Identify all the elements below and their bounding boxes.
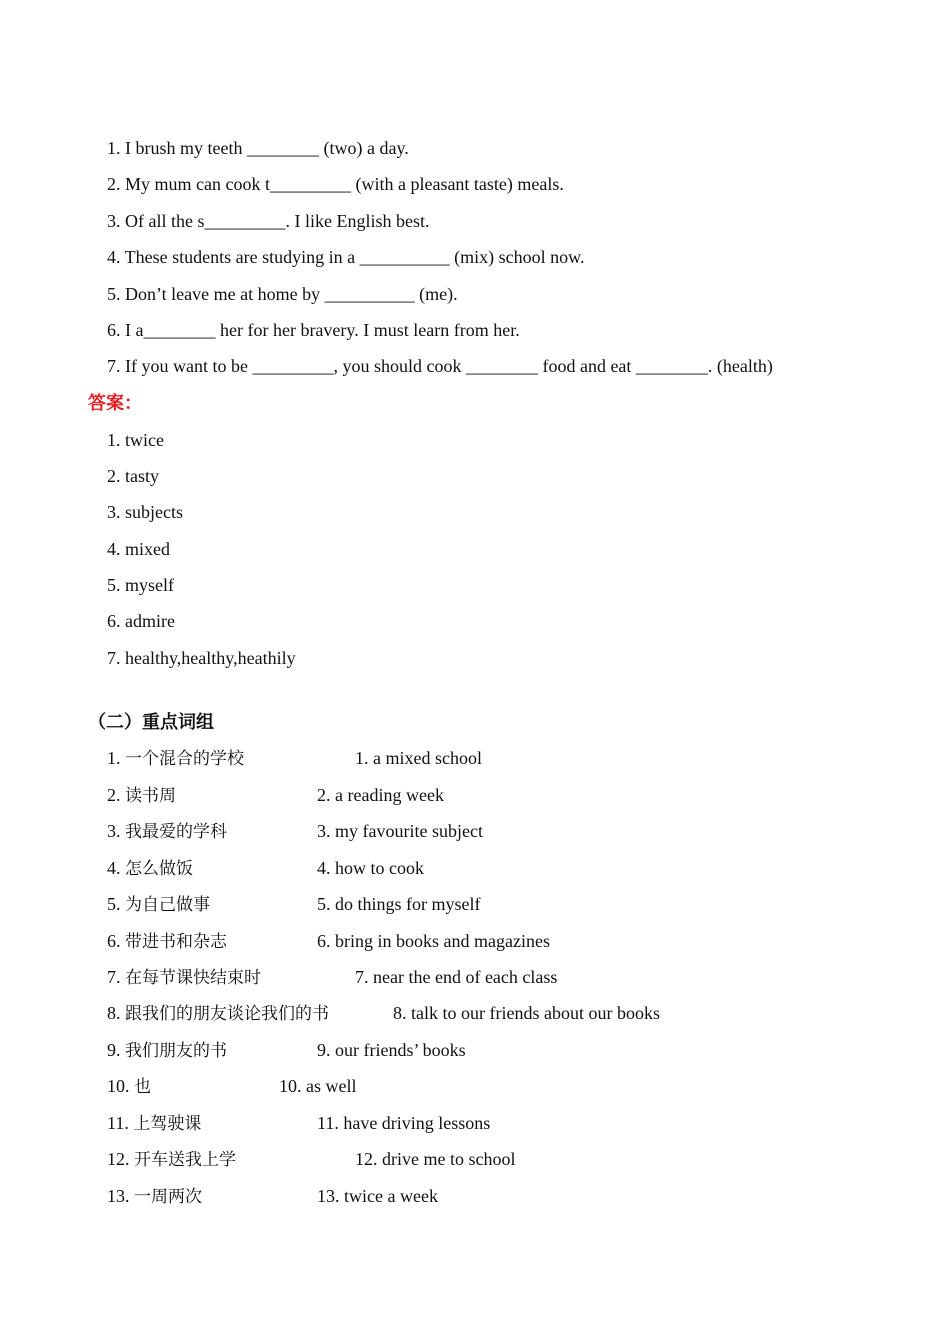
phrase-num: 11. (107, 1113, 134, 1133)
phrase-zh-7 (107, 965, 261, 990)
phrase-zh-text: 上驾驶课 (133, 1114, 202, 1134)
phrase-en-13: 13. twice a week (317, 1186, 438, 1206)
phrase-num: 8. (107, 1003, 125, 1023)
phrase-en-9: 9. our friends’ books (317, 1040, 466, 1060)
phrase-en-4: 4. how to cook (317, 858, 424, 878)
phrase-en-10: 10. as well (279, 1076, 357, 1096)
phrase-num: 9. (107, 1040, 125, 1060)
phrase-zh-text: 我们朋友的书 (125, 1041, 227, 1061)
exercise-item-2: 2. My mum can cook t_________ (with a pleasant taste) meals. (107, 174, 564, 194)
phrase-zh-text: 在每节课快结束时 (125, 968, 261, 988)
phrase-zh-3 (107, 819, 227, 844)
phrase-num: 3. (107, 821, 125, 841)
phrase-num: 6. (107, 931, 125, 951)
exercise-item-5: 5. Don’t leave me at home by __________ (me). (107, 284, 458, 304)
phrase-en-6: 6. bring in books and magazines (317, 931, 550, 951)
answer-item-4: 4. mixed (107, 539, 170, 559)
answer-item-2: 2. tasty (107, 466, 159, 486)
phrase-en-7: 7. near the end of each class (355, 967, 558, 987)
phrase-zh-10 (107, 1074, 151, 1099)
phrase-zh-text: 读书周 (125, 786, 176, 806)
phrase-zh-6 (107, 929, 227, 954)
answer-item-7: 7. healthy,healthy,heathily (107, 648, 296, 668)
exercise-item-1: 1. I brush my teeth ________ (two) a day. (107, 138, 409, 158)
phrase-zh-text: 一周两次 (134, 1187, 202, 1207)
exercise-item-7: 7. If you want to be _________, you should cook ________ food and eat ________. (health) (107, 356, 773, 376)
answer-item-1: 1. twice (107, 430, 164, 450)
phrase-zh-text: 带进书和杂志 (125, 932, 227, 952)
phrase-zh-11 (107, 1111, 201, 1136)
phrase-zh-4 (107, 856, 193, 881)
phrase-zh-1 (107, 746, 244, 771)
answer-item-3: 3. subjects (107, 502, 183, 522)
phrase-zh-text: 为自己做事 (125, 895, 210, 915)
phrase-zh-text: 一个混合的学校 (125, 749, 244, 769)
phrase-en-12: 12. drive me to school (355, 1149, 516, 1169)
phrase-num: 1. (107, 748, 125, 768)
phrase-num: 12. (107, 1149, 134, 1169)
phrase-zh-2 (107, 783, 176, 808)
phrase-num: 10. (107, 1076, 134, 1096)
phrase-num: 7. (107, 967, 125, 987)
phrase-zh-text: 跟我们的朋友谈论我们的书 (125, 1004, 329, 1024)
phrase-en-3: 3. my favourite subject (317, 821, 483, 841)
phrase-zh-13 (107, 1184, 202, 1209)
exercise-item-4: 4. These students are studying in a __________ (mix) school now. (107, 247, 585, 267)
answer-heading: 答案： (88, 393, 142, 414)
exercise-item-3: 3. Of all the s_________. I like English best. (107, 211, 430, 231)
phrase-zh-12 (107, 1147, 236, 1172)
phrase-zh-5 (107, 892, 210, 917)
phrase-zh-text: 怎么做饭 (125, 859, 193, 879)
phrase-en-5: 5. do things for myself (317, 894, 481, 914)
answer-item-6: 6. admire (107, 611, 175, 631)
phrase-num: 5. (107, 894, 125, 914)
phrase-zh-text: 开车送我上学 (134, 1150, 236, 1170)
phrase-num: 4. (107, 858, 125, 878)
phrase-en-11: 11. have driving lessons (317, 1113, 491, 1133)
phrase-en-8: 8. talk to our friends about our books (393, 1003, 660, 1023)
phrases-heading: （二）重点词组 (88, 712, 214, 733)
exercise-item-6: 6. I a________ her for her bravery. I must learn from her. (107, 320, 520, 340)
phrase-num: 2. (107, 785, 125, 805)
phrase-zh-text: 我最爱的学科 (125, 822, 227, 842)
phrase-zh-text: 也 (134, 1077, 151, 1097)
phrase-zh-8 (107, 1001, 329, 1026)
phrase-zh-9 (107, 1038, 227, 1063)
phrase-num: 13. (107, 1186, 134, 1206)
answer-item-5: 5. myself (107, 575, 174, 595)
phrase-en-2: 2. a reading week (317, 785, 444, 805)
phrase-en-1: 1. a mixed school (355, 748, 482, 768)
